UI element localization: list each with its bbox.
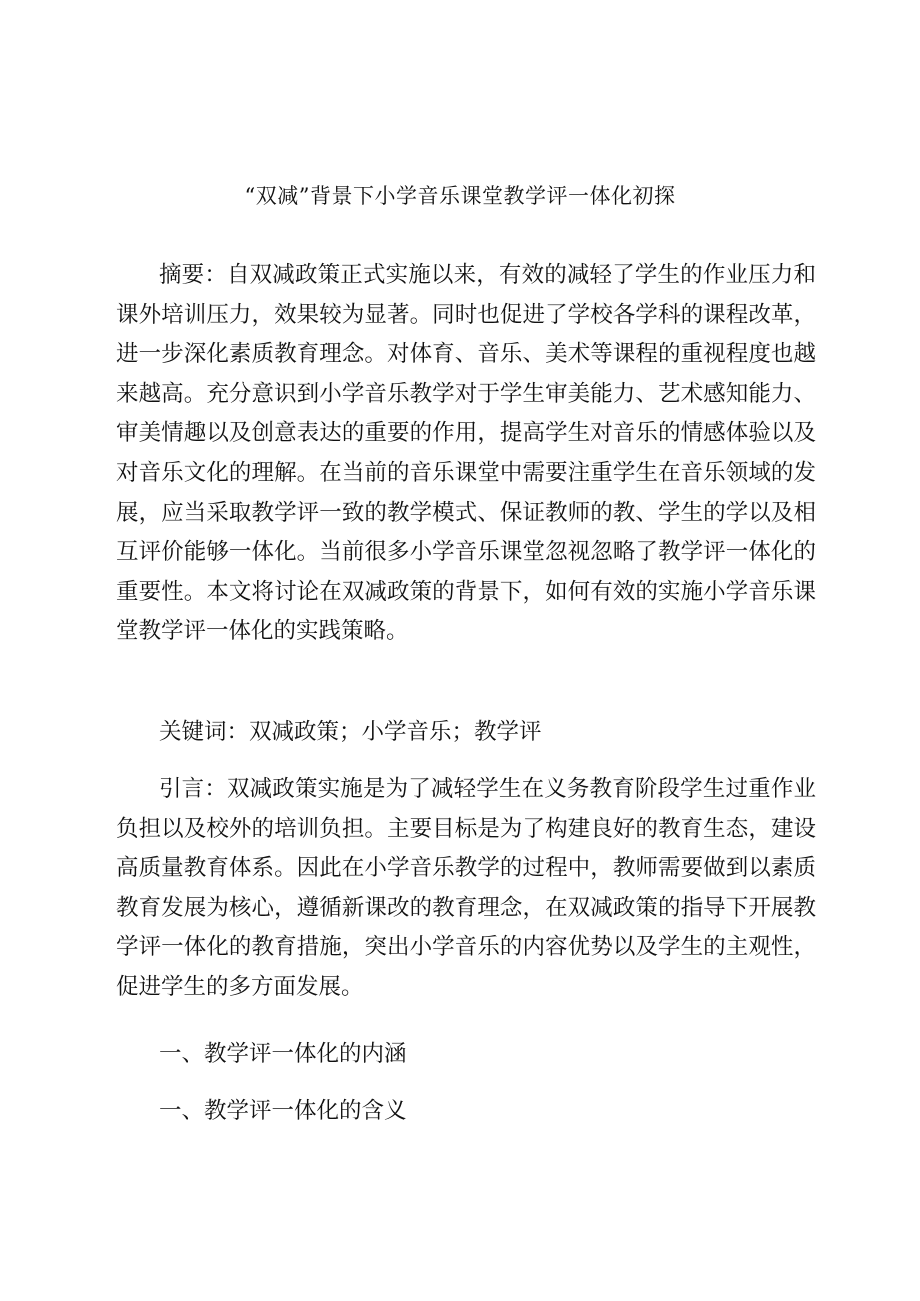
document-title: “双减”背景下小学音乐课堂教学评一体化初探 <box>244 184 676 208</box>
subsection-heading: 一、教学评一体化的含义 <box>159 1098 407 1124</box>
abstract-paragraph: 摘要：自双减政策正式实施以来，有效的减轻了学生的作业压力和课外培训压力，效果较为显著。同时也促进了学校各学科的课程改革，进一步深化素质教育理念。对体育、音乐、美术等课程的重视程度也越来越高。充分意识到小学音乐教学对于学生审美能力、艺术感知能力、审美情趣以及创意表达的重要的作用，提高学生对音乐的情感体验以及对音乐文化的理解。在当前的音乐课堂中需要注重学生在音乐领域的发展，应当采取教学评一致的教学模式、保证教师的教、学生的学以及相互评价能够一体化。当前很多小学音乐课堂忽视忽略了教学评一体化的重要性。本文将讨论在双减政策的背景下，如何有效的实施小学音乐课堂教学评一体化的实践策略。 <box>116 262 816 645</box>
intro-paragraph: 引言：双减政策实施是为了减轻学生在义务教育阶段学生过重作业负担以及校外的培训负担。主要目标是为了构建良好的教育生态，建设高质量教育体系。因此在小学音乐教学的过程中，教师需要做到以素质教育发展为核心，遵循新课改的教育理念，在双减政策的指导下开展教学评一体化的教育措施，突出小学音乐的内容优势以及学生的主观性，促进学生的多方面发展。 <box>116 776 816 1000</box>
section-heading: 一、教学评一体化的内涵 <box>159 1041 407 1067</box>
keywords-paragraph: 关键词：双减政策；小学音乐；教学评 <box>159 719 542 745</box>
